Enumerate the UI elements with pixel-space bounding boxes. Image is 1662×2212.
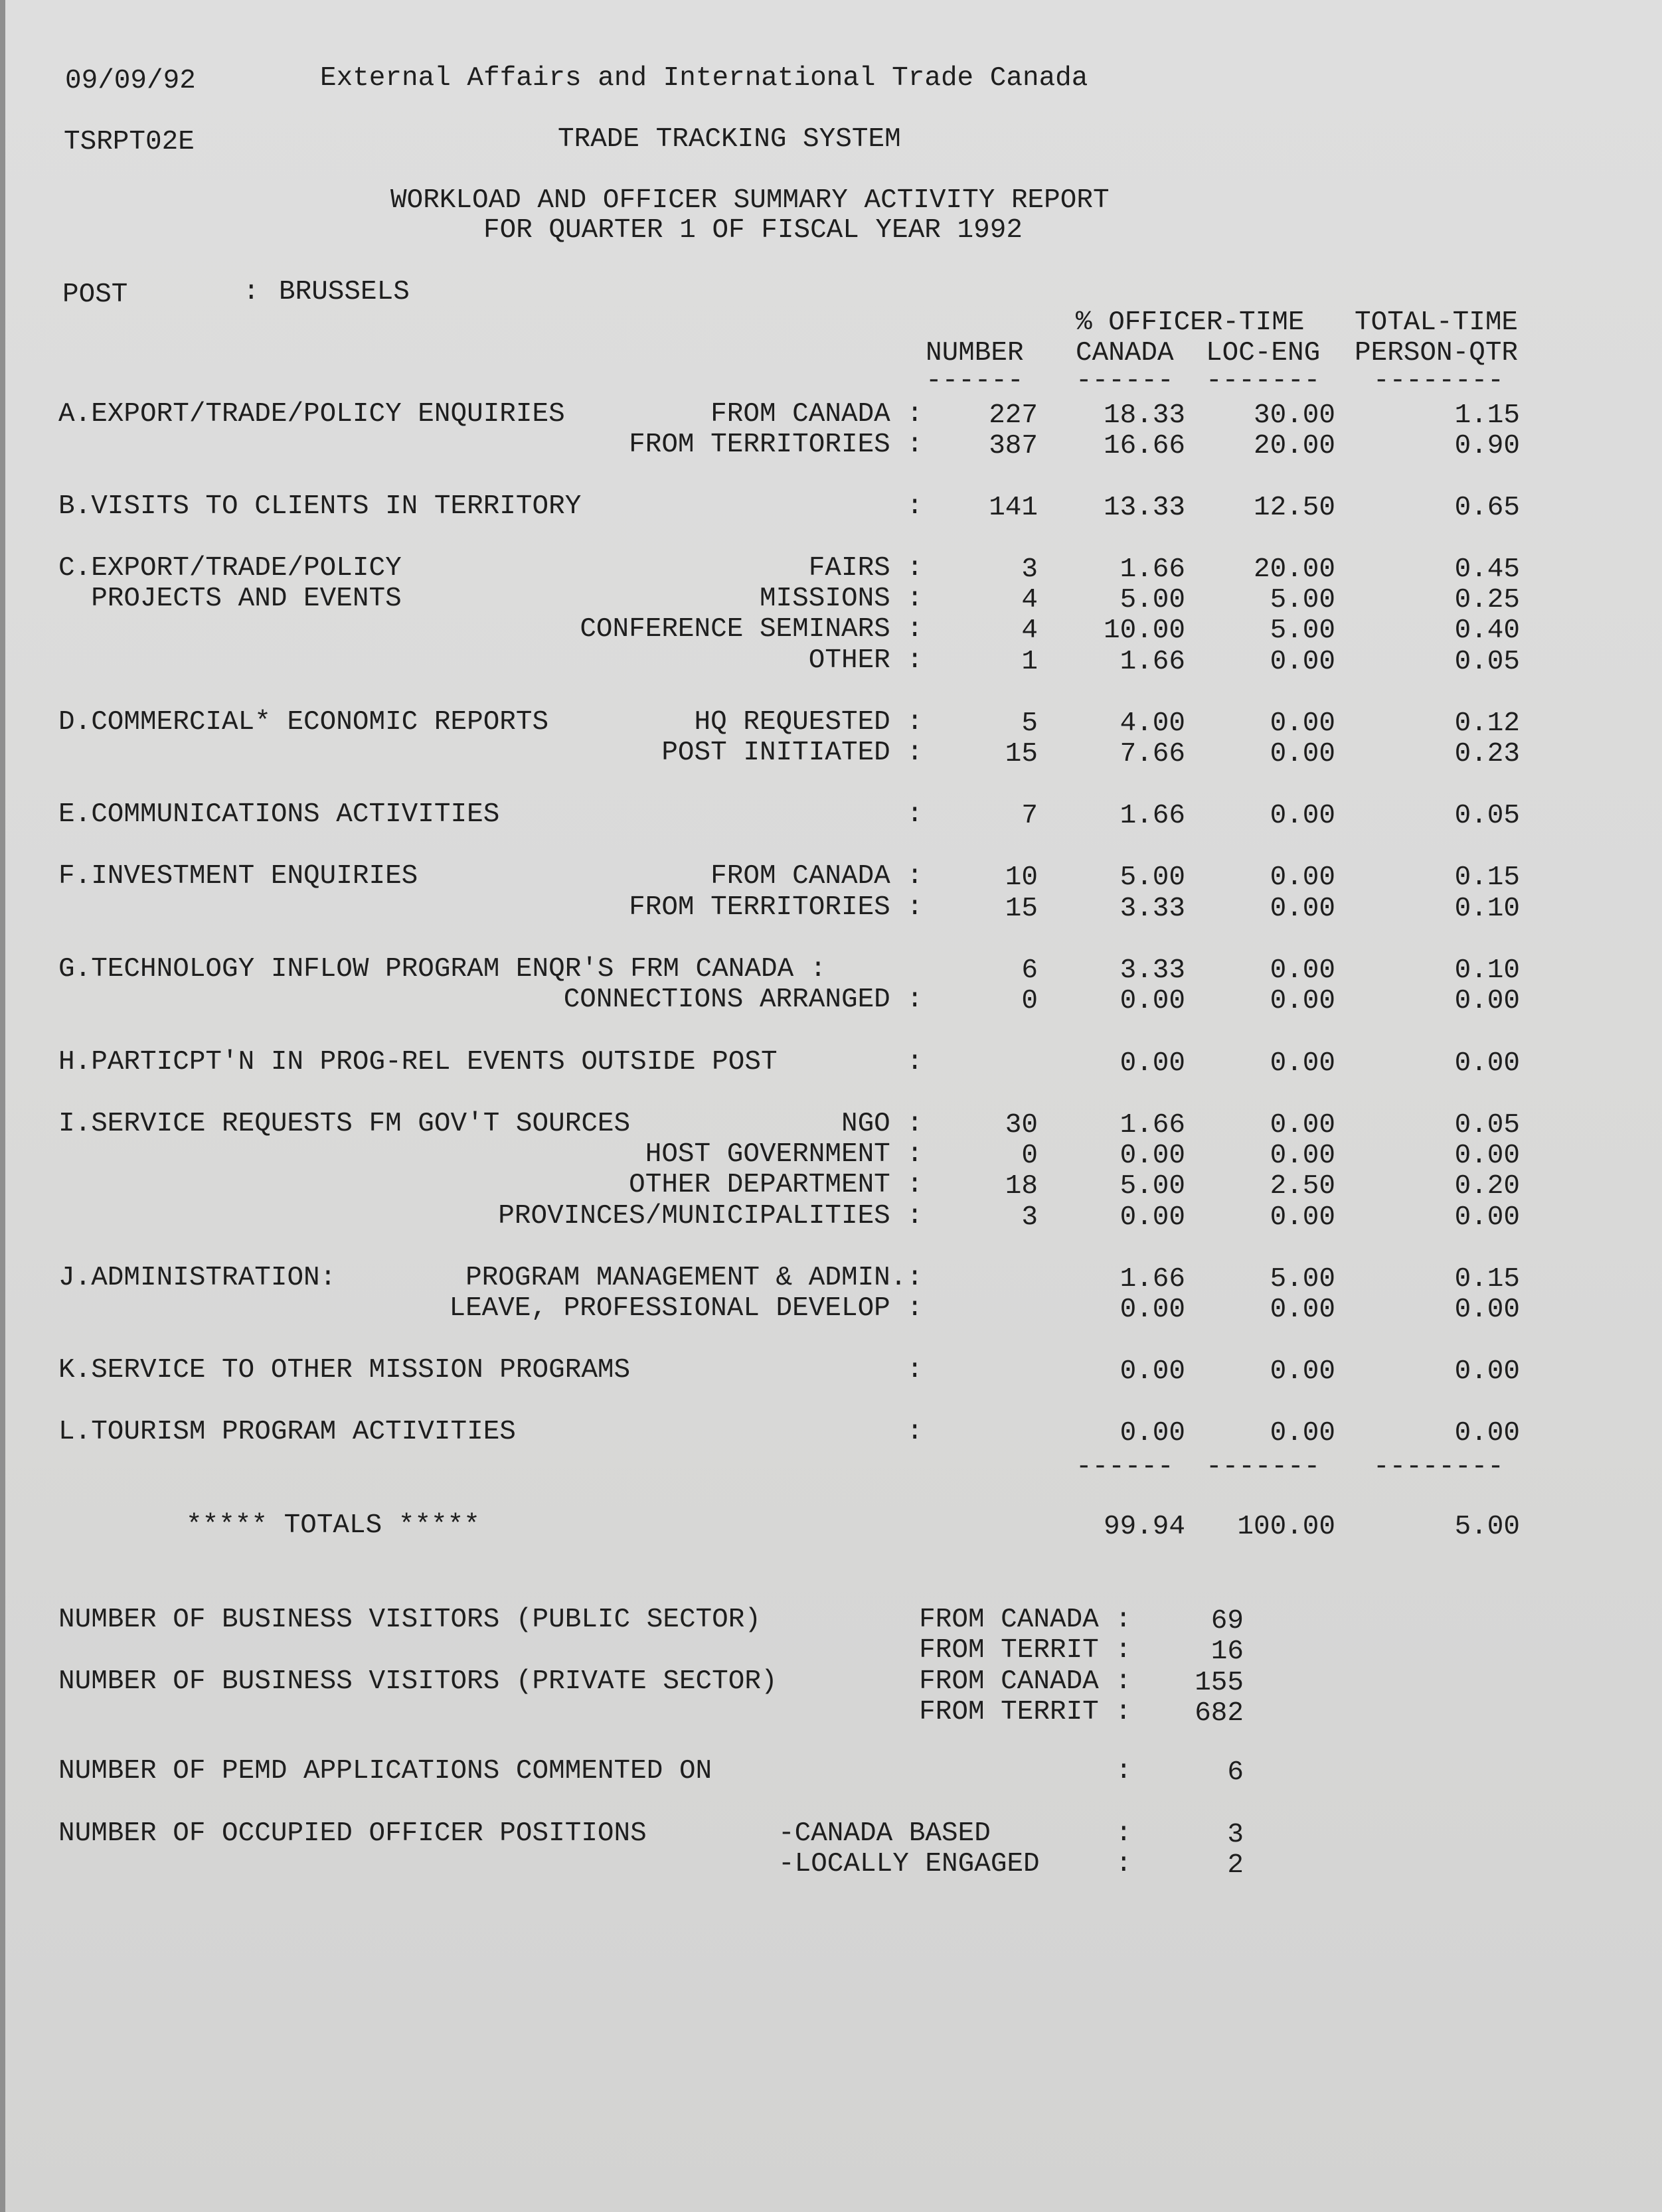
row-canada: 7.66 — [1120, 739, 1185, 769]
row-label: F.INVESTMENT ENQUIRIES — [58, 861, 418, 892]
row-canada: 10.00 — [1103, 615, 1185, 646]
row-sub-label: HOST GOVERNMENT : — [645, 1139, 923, 1170]
row-person-qtr: 0.05 — [1454, 1110, 1520, 1141]
report-id: TSRPT02E — [64, 127, 195, 157]
row-sub-label: LEAVE, PROFESSIONAL DEVELOP : — [449, 1293, 923, 1324]
row-canada: 5.00 — [1120, 862, 1185, 893]
row-sub-label: MISSIONS : — [759, 584, 923, 614]
row-sub-label: CONNECTIONS ARRANGED : — [563, 985, 923, 1015]
person-qtr-column-rule: -------- — [1373, 366, 1504, 396]
row-person-qtr: 0.25 — [1454, 585, 1520, 615]
number-column-header: NUMBER — [926, 338, 1024, 368]
visitors-value: 155 — [1195, 1668, 1244, 1698]
row-sub-label: : — [906, 1047, 923, 1077]
visitors-label: NUMBER OF BUSINESS VISITORS (PRIVATE SECTOR) — [58, 1666, 778, 1697]
row-person-qtr: 0.00 — [1454, 986, 1520, 1016]
row-label: PROJECTS AND EVENTS — [58, 584, 402, 614]
visitors-source: FROM TERRIT : — [919, 1635, 1131, 1666]
row-number: 18 — [1005, 1171, 1038, 1202]
totals-rule-person-qtr: -------- — [1373, 1452, 1504, 1482]
row-number: 10 — [1005, 862, 1038, 893]
post-label: POST — [62, 279, 128, 310]
row-loc-eng: 0.00 — [1270, 1295, 1335, 1325]
row-sub-label: HQ REQUESTED : — [694, 707, 923, 738]
row-canada: 5.00 — [1120, 1171, 1185, 1202]
row-person-qtr: 0.12 — [1454, 708, 1520, 739]
row-number: 6 — [1021, 955, 1038, 986]
row-label: J.ADMINISTRATION: — [58, 1263, 337, 1293]
row-sub-label: FROM CANADA : — [710, 399, 923, 430]
row-loc-eng: 30.00 — [1253, 400, 1335, 431]
row-canada: 4.00 — [1120, 708, 1185, 739]
row-number: 227 — [989, 400, 1038, 431]
row-canada: 5.00 — [1120, 585, 1185, 615]
row-person-qtr: 0.45 — [1454, 554, 1520, 585]
row-loc-eng: 12.50 — [1253, 493, 1335, 523]
row-label: H.PARTICPT'N IN PROG-REL EVENTS OUTSIDE POST — [58, 1047, 778, 1077]
row-canada: 1.66 — [1120, 647, 1185, 677]
row-label: A.EXPORT/TRADE/POLICY ENQUIRIES — [58, 399, 565, 430]
row-person-qtr: 0.90 — [1454, 431, 1520, 461]
visitors-source: FROM CANADA : — [919, 1605, 1131, 1635]
positions-canada-based-value: 3 — [1227, 1820, 1244, 1850]
row-number: 387 — [989, 431, 1038, 461]
row-sub-label: OTHER DEPARTMENT : — [629, 1170, 923, 1200]
row-sub-label: PROGRAM MANAGEMENT & ADMIN.: — [465, 1263, 923, 1293]
row-person-qtr: 0.05 — [1454, 801, 1520, 831]
loc-eng-column-header: LOC-ENG — [1206, 338, 1321, 368]
visitors-value: 682 — [1195, 1698, 1244, 1729]
row-number: 3 — [1021, 554, 1038, 585]
positions-canada-based-separator: : — [1116, 1818, 1132, 1849]
row-loc-eng: 5.00 — [1270, 1264, 1335, 1295]
canada-column-rule: ------ — [1076, 366, 1174, 396]
visitors-value: 69 — [1210, 1606, 1244, 1636]
row-number: 0 — [1021, 986, 1038, 1016]
row-number: 4 — [1021, 585, 1038, 615]
row-person-qtr: 0.40 — [1454, 615, 1520, 646]
row-loc-eng: 20.00 — [1253, 554, 1335, 585]
row-label: L.TOURISM PROGRAM ACTIVITIES — [58, 1417, 516, 1447]
row-number: 1 — [1021, 647, 1038, 677]
row-person-qtr: 1.15 — [1454, 400, 1520, 431]
row-canada: 0.00 — [1120, 1295, 1185, 1325]
row-person-qtr: 0.05 — [1454, 647, 1520, 677]
row-person-qtr: 0.10 — [1454, 894, 1520, 924]
row-number: 5 — [1021, 708, 1038, 739]
visitors-label: NUMBER OF BUSINESS VISITORS (PUBLIC SECTOR) — [58, 1605, 761, 1635]
report-date: 09/09/92 — [65, 66, 196, 96]
row-sub-label: FAIRS : — [808, 553, 923, 584]
loc-eng-column-rule: ------- — [1206, 366, 1321, 396]
row-loc-eng: 0.00 — [1270, 986, 1335, 1016]
row-label: C.EXPORT/TRADE/POLICY — [58, 553, 402, 584]
row-label: I.SERVICE REQUESTS FM GOV'T SOURCES — [58, 1109, 631, 1139]
row-label: K.SERVICE TO OTHER MISSION PROGRAMS — [58, 1355, 631, 1385]
report-title: WORKLOAD AND OFFICER SUMMARY ACTIVITY REPORT — [390, 185, 1110, 216]
row-number: 3 — [1021, 1202, 1038, 1233]
canada-column-header: CANADA — [1076, 338, 1174, 368]
row-label: B.VISITS TO CLIENTS IN TERRITORY — [58, 491, 582, 522]
row-canada: 16.66 — [1103, 431, 1185, 461]
row-person-qtr: 0.00 — [1454, 1141, 1520, 1171]
visitors-value: 16 — [1210, 1636, 1244, 1667]
row-sub-label: : — [906, 491, 923, 522]
row-person-qtr: 0.10 — [1454, 955, 1520, 986]
row-person-qtr: 0.00 — [1454, 1202, 1520, 1233]
row-sub-label: FROM TERRITORIES : — [629, 430, 923, 460]
positions-locally-engaged-label: -LOCALLY ENGAGED — [778, 1849, 1040, 1879]
row-loc-eng: 0.00 — [1270, 894, 1335, 924]
totals-rule-canada: ------ — [1076, 1452, 1174, 1482]
row-person-qtr: 0.00 — [1454, 1356, 1520, 1387]
row-loc-eng: 0.00 — [1270, 862, 1335, 893]
row-sub-label: PROVINCES/MUNICIPALITIES : — [498, 1201, 923, 1231]
row-loc-eng: 5.00 — [1270, 615, 1335, 646]
visitors-source: FROM TERRIT : — [919, 1697, 1131, 1727]
row-sub-label: OTHER : — [808, 645, 923, 676]
row-sub-label: CONFERENCE SEMINARS : — [580, 614, 923, 645]
row-person-qtr: 0.00 — [1454, 1418, 1520, 1449]
row-person-qtr: 0.15 — [1454, 862, 1520, 893]
pemd-label: NUMBER OF PEMD APPLICATIONS COMMENTED ON — [58, 1756, 712, 1786]
row-number: 15 — [1005, 739, 1038, 769]
row-number: 7 — [1021, 801, 1038, 831]
report-subtitle: FOR QUARTER 1 OF FISCAL YEAR 1992 — [483, 215, 1023, 246]
row-person-qtr: 0.00 — [1454, 1295, 1520, 1325]
row-sub-label: : — [906, 799, 923, 830]
row-canada: 13.33 — [1103, 493, 1185, 523]
row-canada: 1.66 — [1120, 801, 1185, 831]
row-loc-eng: 0.00 — [1270, 1356, 1335, 1387]
row-number: 141 — [989, 493, 1038, 523]
post-separator: : — [243, 277, 260, 307]
row-person-qtr: 0.20 — [1454, 1171, 1520, 1202]
positions-locally-engaged-value: 2 — [1227, 1850, 1244, 1881]
post-value: BRUSSELS — [279, 277, 410, 307]
row-sub-label: POST INITIATED : — [661, 738, 923, 768]
row-person-qtr: 0.65 — [1454, 493, 1520, 523]
row-canada: 1.66 — [1120, 554, 1185, 585]
row-number: 15 — [1005, 894, 1038, 924]
positions-label: NUMBER OF OCCUPIED OFFICER POSITIONS — [58, 1818, 647, 1849]
row-loc-eng: 0.00 — [1270, 801, 1335, 831]
row-loc-eng: 2.50 — [1270, 1171, 1335, 1202]
row-canada: 0.00 — [1120, 1202, 1185, 1233]
totals-rule-loc-eng: ------- — [1206, 1452, 1321, 1482]
row-sub-label: NGO : — [841, 1109, 923, 1139]
row-sub-label: FROM CANADA : — [710, 861, 923, 892]
officer-time-group-header: % OFFICER-TIME — [1076, 307, 1305, 338]
row-canada: 0.00 — [1120, 986, 1185, 1016]
row-loc-eng: 0.00 — [1270, 1110, 1335, 1141]
row-loc-eng: 0.00 — [1270, 1202, 1335, 1233]
row-canada: 0.00 — [1120, 1048, 1185, 1079]
row-loc-eng: 0.00 — [1270, 955, 1335, 986]
row-sub-label: FROM TERRITORIES : — [629, 892, 923, 923]
system-name: TRADE TRACKING SYSTEM — [558, 124, 901, 155]
pemd-separator: : — [1116, 1756, 1132, 1786]
total-time-header: TOTAL-TIME — [1355, 307, 1519, 338]
row-loc-eng: 0.00 — [1270, 647, 1335, 677]
row-canada: 1.66 — [1120, 1264, 1185, 1295]
row-person-qtr: 0.15 — [1454, 1264, 1520, 1295]
scan-edge-shadow — [0, 0, 5, 2212]
row-canada: 3.33 — [1120, 955, 1185, 986]
row-loc-eng: 20.00 — [1253, 431, 1335, 461]
row-loc-eng: 0.00 — [1270, 1141, 1335, 1171]
totals-loc-eng: 100.00 — [1237, 1512, 1335, 1542]
row-number: 0 — [1021, 1141, 1038, 1171]
totals-person-qtr: 5.00 — [1454, 1512, 1520, 1542]
row-canada: 0.00 — [1120, 1356, 1185, 1387]
positions-canada-based-label: -CANADA BASED — [778, 1818, 991, 1849]
organization-name: External Affairs and International Trade Canada — [320, 63, 1088, 94]
row-loc-eng: 0.00 — [1270, 708, 1335, 739]
row-loc-eng: 0.00 — [1270, 1048, 1335, 1079]
visitors-source: FROM CANADA : — [919, 1666, 1131, 1697]
totals-label: ***** TOTALS ***** — [186, 1510, 480, 1541]
row-canada: 1.66 — [1120, 1110, 1185, 1141]
row-label: E.COMMUNICATIONS ACTIVITIES — [58, 799, 500, 830]
row-sub-label: : — [906, 1417, 923, 1447]
number-column-rule: ------ — [926, 366, 1024, 396]
row-person-qtr: 0.23 — [1454, 739, 1520, 769]
row-person-qtr: 0.00 — [1454, 1048, 1520, 1079]
row-label: D.COMMERCIAL* ECONOMIC REPORTS — [58, 707, 549, 738]
row-sub-label: : — [906, 1355, 923, 1385]
row-canada: 0.00 — [1120, 1141, 1185, 1171]
row-loc-eng: 0.00 — [1270, 739, 1335, 769]
row-label: G.TECHNOLOGY INFLOW PROGRAM ENQR'S FRM CANADA : — [58, 954, 827, 985]
row-canada: 0.00 — [1120, 1418, 1185, 1449]
row-loc-eng: 5.00 — [1270, 585, 1335, 615]
row-canada: 18.33 — [1103, 400, 1185, 431]
pemd-value: 6 — [1227, 1757, 1244, 1788]
row-number: 30 — [1005, 1110, 1038, 1141]
positions-locally-engaged-separator: : — [1116, 1849, 1132, 1879]
row-canada: 3.33 — [1120, 894, 1185, 924]
totals-canada: 99.94 — [1103, 1512, 1185, 1542]
row-number: 4 — [1021, 615, 1038, 646]
row-loc-eng: 0.00 — [1270, 1418, 1335, 1449]
person-qtr-column-header: PERSON-QTR — [1355, 338, 1519, 368]
